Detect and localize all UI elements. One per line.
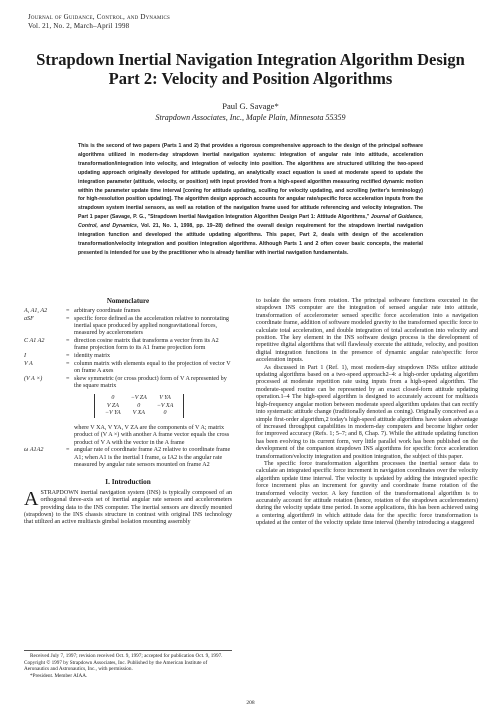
nomenclature-definition: arbitrary coordinate frames [74, 308, 141, 315]
nomenclature-definition: angular rate of coordinate frame A2 relative to coordinate frame A1; when A1 is the inertial I frame, ω IA2 is the angular rate measured by angular rate sensors mounted on frame A2 [74, 447, 231, 468]
nomenclature-definition: column matrix with elements equal to the projection of vector V on frame A axes [74, 360, 231, 374]
footnotes [24, 650, 232, 679]
body-paragraph: to isolate the sensors from rotation. The principal software functions executed in the strapdown INS computer are the integration of sensed angular rate into attitude, transformation of accelerometer sensed specific force acceleration into a navigation coordinate frame, addition of software modeled gravity to the transformed specific force to calculate total acceleration, and double integration of total acceleration into velocity and position. The key element in the INS software design process is the development of repetitive digital algorithms that will flawlessly execute the attitude, velocity, and position digital integration functions in the presence of dynamic angular rate/specific force acceleration inputs. [256, 298, 478, 364]
journal-issue: Vol. 21, No. 2, March–April 1998 [28, 22, 130, 30]
abstract-text-after: , Vol. 21, No. 1, 1998, pp. 19–28) defined the overall design requirement for the strapdown inertial navigation integration function and developed the attitude updating algorithms. This paper, Part 2, deals with design of the acceleration transformation/velocity integration and position integration algorithms. Although Parts 1 and 2 often cover basic concepts, the material presented is intended for use by the practitioner who is already familiar with inertial navigation fundamentals. [78, 223, 423, 256]
abstract-journal-ref: Journal of Guidance, Control, and Dynamics [78, 214, 423, 230]
nomenclature-symbol: aSF [24, 315, 34, 322]
nomenclature-definition: specific force defined as the acceleration relative to nonrotating inertial space produced by applied nongravitational forces, measured by accelerometers [74, 315, 229, 337]
matrix-cell: 0 [111, 395, 115, 402]
footnote-author: *President. Member AIAA. [30, 672, 88, 679]
journal-header [28, 13, 170, 31]
nomenclature-entry: V A = column matrix with elements equal to the projection of vector V on frame A axes [24, 360, 231, 374]
skew-symmetric-matrix [94, 394, 184, 418]
left-column [24, 298, 232, 526]
title-line-1: Strapdown Inertial Navigation Integration Algorithm Design [36, 50, 465, 69]
nomenclature-entry: (V A ×) = skew symmetric (or cross product) form of V A represented by the square matrix [24, 376, 232, 390]
nomenclature-symbol: V A [24, 360, 33, 367]
nomenclature-symbol: A, A1, A2 [24, 308, 48, 315]
nomenclature-entry: ω A1A2 = angular rate of coordinate frame A2 relative to coordinate frame A1; when A1 is the inertial I frame, ω IA2 is the angular rate measured by angular rate sensors mounted on frame A2 [24, 447, 231, 468]
right-column [256, 298, 478, 528]
nomenclature-definition: direction cosine matrix that transforms a vector from its A2 frame projection form to its A1 frame projection form [74, 338, 219, 352]
matrix-cell: V ZA [106, 402, 119, 409]
nomenclature-definition: identity matrix [74, 352, 111, 359]
nomenclature-matrix-note [24, 425, 232, 447]
page-number: 208 [246, 700, 255, 706]
section-heading-introduction: I. Introduction [105, 477, 151, 486]
nomenclature-symbol: I [24, 352, 27, 359]
nomenclature-entry: C A1 A2 = direction cosine matrix that transforms a vector from its A2 frame projection form to its A1 frame projection form [24, 338, 232, 352]
matrix-cell: 0 [137, 402, 141, 409]
abstract [78, 142, 423, 258]
matrix-cell: 0 [163, 409, 167, 416]
introduction-paragraph [24, 490, 232, 526]
body-paragraph: As discussed in Part 1 (Ref. 1), most modern-day strapdown INSs utilize attitude updating algorithms based on a two-speed approach2–4: a high-order updating algorithm processed at moderate repetition rate using inputs from a high-speed algorithm. The moderate-speed routine can be represented by an exact closed-form attitude updating operation.1–4 The high-speed algorithm is designed to accurately account for multiaxis high-frequency angular motion between moderate speed algorithm updates that can rectify into systematic attitude change (traditionally denoted as coning). Originally conceived as a simple first-order algorithm,2 today's high-speed attitude algorithms have taken advantage of increased throughput capabilities in modern-day computers and become higher order for improved accuracy (Refs. 1; 5–7; and 8, Chap. 7). While the attitude updating function has been evolving to its current form, very little parallel work has been published on the development of the companion strapdown INS algorithms for specific force acceleration transformation/velocity integration and position integration, the subject of this paper. [256, 364, 478, 460]
nomenclature-definition: skew symmetric (or cross product) form of V A represented by the square matrix [74, 375, 227, 389]
introduction-text: STRAPDOWN inertial navigation system (INS) is typically composed of an orthogonal three-axis set of inertial angular rate sensors and accelerometers providing data to the INS computer. The inertial sensors are directly mounted (strapdown) to the INS chassis structure in contrast with original INS technology that utilized an active multiaxis gimbal isolation mounting assembly [24, 490, 232, 525]
footnote-received: Received July 7, 1997; revision received Oct. 9, 1997; accepted for publication Oct. 9, 1997. Copyright © 1997 by Strapdown Associates, Inc. Published by the American Institute of Aeronautics and Astronautics, Inc., with permission. [24, 653, 223, 673]
nomenclature-symbol: C A1 A2 [24, 338, 45, 345]
matrix-cell: −V ZA [130, 395, 147, 402]
paper-title [20, 50, 481, 88]
nomenclature-heading: Nomenclature [106, 297, 150, 305]
title-line-2: Part 2: Velocity and Position Algorithms [108, 69, 393, 88]
author-affiliation: Strapdown Associates, Inc., Maple Plain, Minnesota 55359 [155, 113, 346, 122]
nomenclature-entry: I = identity matrix [24, 353, 232, 360]
matrix-cell: −V XA [156, 402, 174, 409]
matrix-cell: V YA [159, 395, 171, 402]
matrix-cell: −V YA [105, 409, 121, 416]
nomenclature-symbol: (V A ×) [24, 375, 43, 382]
nomenclature-symbol: ω A1A2 [24, 447, 44, 454]
drop-cap: A [24, 488, 39, 511]
nomenclature-entry: A, A1, A2 = arbitrary coordinate frames [24, 308, 232, 315]
body-paragraph: The specific force transformation algorithm processes the inertial sensor data to calculate an integrated specific force increment in navigation coordinates over the velocity algorithm update time interval. The velocity is updated by adding the integrated specific force increment plus an increment for gravity and coordinate frame rotation of the transformed velocity vector. A key function of the transformational algorithm is to accurately account for attitude rotation (hence, rotation of the strapdown accelerometers) during the velocity update time period. In some applications, this has been achieved using a centering algorithm9 in which attitude data for the specific force transformation is updated at the center of the velocity update time interval (thereby introducing a staggered [256, 460, 478, 527]
matrix-cell: V XA [132, 409, 145, 416]
matrix-note-text: where V XA, V YA, V ZA are the components of V A; matrix product of (V A ×) with another A frame vector equals the cross product of V A with the vector in the A frame [74, 425, 230, 446]
author-name: Paul G. Savage* [222, 101, 279, 111]
nomenclature-entry: aSF = specific force defined as the acceleration relative to nonrotating inertial space produced by applied nongravitational forces, measured by accelerometers [24, 316, 232, 338]
abstract-text-before: This is the second of two papers (Parts 1 and 2) that provides a rigorous comprehensive approach to the design of the principal software algorithms utilized in modern-day strapdown inertial navigation systems: integration of angular rate into attitude, acceleration transformation/integration into velocity, and integration of velocity into position. The algorithms are structured utilizing the two-speed updating approach originally developed for attitude updating, an analytically exact equation is used at moderate speed to update the integration parameter (attitude, velocity, or position) with input provided from a high-speed algorithm measuring rectified dynamic motion within the parameter update time interval [coning for attitude updating, sculling for velocity updating, and scrolling (writer's terminology) for high-resolution position updating]. The algorithm design approach accounts for angular rate/specific force acceleration inputs from the strapdown system inertial sensors, as well as rotation of the navigation frame used for attitude referencing and velocity integration. The Part 1 paper (Savage, P. G., "Strapdown Inertial Navigation Integration Algorithm Design Part 1: Attitude Algorithms," [78, 143, 423, 221]
journal-name: Journal of Guidance, Control, and Dynamics [28, 13, 171, 21]
